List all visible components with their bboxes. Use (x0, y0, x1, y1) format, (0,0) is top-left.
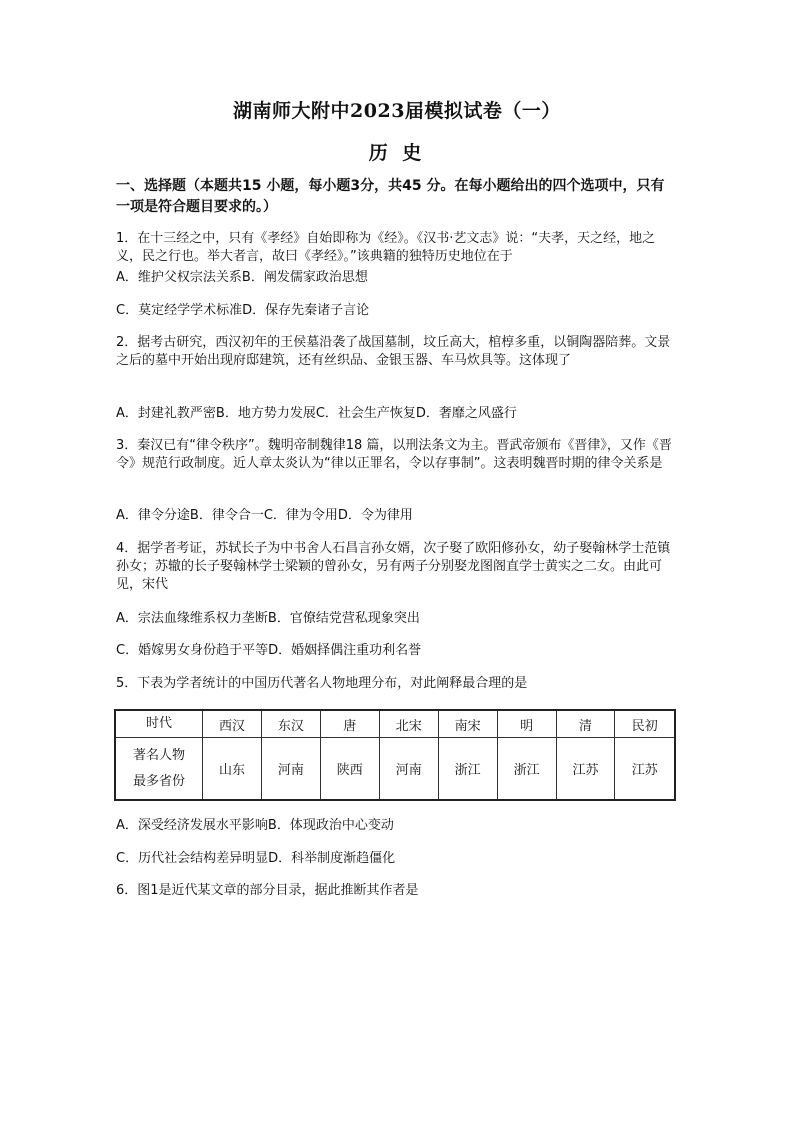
question-2-stem (116, 334, 676, 370)
option-c[interactable]: C．社会生产恢复 (315, 406, 416, 421)
option-b[interactable]: B．体现政治中心变动 (267, 818, 394, 833)
question-1-options-row-1 (116, 269, 676, 287)
table-province-cell: 河南 (261, 738, 320, 801)
option-a[interactable]: A．宗法血缘维系权力垄断 (116, 611, 268, 626)
subject-title: 历 史 (368, 142, 426, 164)
question-4-options-row-1 (116, 610, 676, 628)
option-b[interactable]: B．阐发儒家政治思想 (241, 270, 368, 285)
option-a[interactable]: A．封建礼教严密 (116, 406, 216, 421)
question-stem-text: 1．在十三经之中，只有《孝经》自始即称为《经》。《汉书·艺文志》说：“夫孝，天之经，地之义，民之行也。举大者言，故曰《孝经》。”该典籍的独特历史地位在于 (116, 231, 656, 264)
table-data-row (115, 738, 675, 801)
question-5-options-row-2 (116, 850, 676, 868)
table-province-cell: 陕西 (320, 738, 379, 801)
option-c[interactable]: C．婚嫁男女身份趋于平等 (116, 643, 269, 658)
table-province-cell: 河南 (379, 738, 438, 801)
question-5-stem (116, 675, 676, 693)
question-stem-text: 2．据考古研究，西汉初年的王侯墓沿袭了战国墓制，坟丘高大，棺椁多重，以铜陶器陪葬。文景之后的墓中开始出现府邸建筑，还有丝织品、金银玉器、车马炊具等。这体现了 (116, 335, 671, 368)
exam-title: 湖南师大附中2023届模拟试卷（一） (233, 100, 561, 122)
table-province-cell: 江苏 (615, 738, 675, 801)
option-d[interactable]: D．婚姻择偶注重功利名誉 (268, 643, 422, 658)
question-stem-text: 6．图1是近代某文章的部分目录，据此推断其作者是 (116, 883, 419, 898)
question-1-stem (116, 230, 676, 266)
table-era-cell: 北宋 (379, 710, 438, 738)
figures-distribution-table (114, 709, 676, 801)
table-header-label: 时代 (115, 710, 203, 738)
question-stem-text: 4．据学者考证，苏轼长子为中书舍人石昌言孙女婿，次子娶了欧阳修孙女，幼子娶翰林学士范镇孙女；苏辙的长子娶翰林学士梁颖的曾孙女，另有两子分别娶龙图阁直学士黄实之二女。由此可见，宋代 (116, 541, 671, 592)
option-b[interactable]: B．律令合一 (189, 508, 264, 523)
question-3-stem (116, 437, 676, 473)
table-province-cell: 浙江 (438, 738, 497, 801)
option-a[interactable]: A．律令分途 (116, 508, 190, 523)
table-era-cell: 清 (556, 710, 615, 738)
table-era-cell: 明 (497, 710, 556, 738)
option-a[interactable]: A．深受经济发展水平影响 (116, 818, 268, 833)
option-c[interactable]: C．律为令用 (263, 508, 338, 523)
question-3-options-row (116, 507, 676, 525)
question-1-options-row-2 (116, 302, 676, 320)
question-stem-text: 3．秦汉已有“律令秩序”。魏明帝制魏律18 篇，以刑法条文为主。晋武帝颁布《晋律》，又作《晋令》规范行政制度。近人章太炎认为“律以正罪名，令以存事制”。这表明魏晋时期的律令关系是 (116, 438, 672, 471)
table-era-cell: 西汉 (203, 710, 262, 738)
question-4-options-row-2 (116, 642, 676, 660)
question-stem-text: 5．下表为学者统计的中国历代著名人物地理分布，对此阐释最合理的是 (116, 676, 528, 691)
option-c[interactable]: C．历代社会结构差异明显 (116, 851, 269, 866)
option-d[interactable]: D．奢靡之风盛行 (415, 406, 517, 421)
table-province-cell: 江苏 (556, 738, 615, 801)
table-era-cell: 南宋 (438, 710, 497, 738)
table-row-label (115, 738, 203, 801)
question-4-stem (116, 540, 676, 594)
option-b[interactable]: B．官僚结党营私现象突出 (267, 611, 420, 626)
table-row-label-line-1: 著名人物 (132, 747, 185, 763)
question-2-options-row (116, 405, 676, 423)
option-a[interactable]: A．维护父权宗法关系 (116, 270, 242, 285)
option-c[interactable]: C．莫定经学学术标准 (116, 303, 243, 318)
table-era-cell: 唐 (320, 710, 379, 738)
option-d[interactable]: D．保存先秦诸子言论 (242, 303, 370, 318)
table-era-cell: 民初 (615, 710, 675, 738)
section-instructions: 一、选择题（本题共15 小题，每小题3分，共45 分。在每小题给出的四个选项中，只有一项是符合题目要求的。） (116, 178, 665, 215)
table-row-label-line-2: 最多省份 (132, 773, 185, 789)
question-6-stem (116, 882, 676, 900)
option-b[interactable]: B．地方势力发展 (215, 406, 316, 421)
table-province-cell: 山东 (203, 738, 262, 801)
option-d[interactable]: D．科举制度渐趋僵化 (268, 851, 396, 866)
option-d[interactable]: D．令为律用 (337, 508, 413, 523)
table-province-cell: 浙江 (497, 738, 556, 801)
table-header-row (115, 710, 675, 738)
table-era-cell: 东汉 (261, 710, 320, 738)
question-5-options-row-1 (116, 817, 676, 835)
